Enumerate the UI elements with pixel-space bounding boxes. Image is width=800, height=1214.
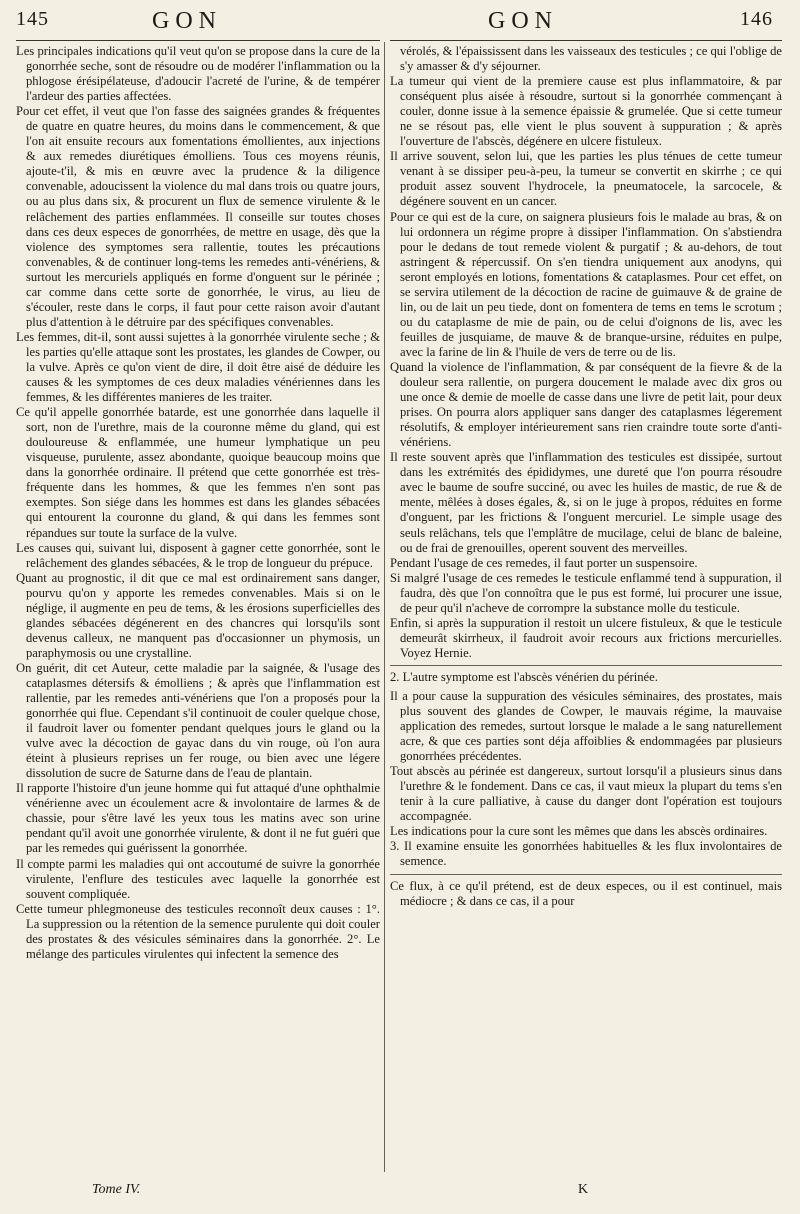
column-divider — [384, 42, 385, 1172]
paragraph: Pour ce qui est de la cure, on saignera plusieurs fois le malade au bras, & on lui ordonnera un régime propre à dissiper l'inflammation. On s'abstiendra pour le dedans de tout remede violent & purgatif ; & au-dehors, de tout astringent & répercussif. On s'en tiendra uniquement aux anodyns, qui seront employés en lotions, fomentations & cataplasmes. Pour cet effet, on se servira utilement de la décoction de racine de guimauve & de graine de lin, ou de lait un peu tiede, dont on fomentera de tems en tems le scrotum ; ou du cataplasme de mie de pain, ou de celui d'oignons de lis, avec les feuilles de jusquiame, de mauve & de branque-ursine, réduites en pulpe, avec la farine de lin & l'huile de vers de terre ou de lis. — [390, 209, 782, 359]
right-text-column — [390, 44, 782, 1172]
signature-mark: K — [578, 1182, 589, 1197]
paragraph: Quand la violence de l'inflammation, & par conséquent de la fievre & de la douleur sera rallentie, on purgera doucement le malade avec dix gros ou une once & demie de moelle de casse dans une livre de petit lait, pour deux prises. On pourra alors appliquer sans danger des cataplasmes légerement résolutifs, & employer intérieurement sans rien craindre toute sorte d'anti-vénériens. — [390, 359, 782, 450]
section-heading: 2. L'autre symptome est l'abscès vénérien du périnée. — [390, 665, 782, 685]
paragraph: Il compte parmi les maladies qui ont accoutumé de suivre la gonorrhée virulente, l'enflure des testicules avec laquelle la gonorrhée est souvent compliquée. — [16, 856, 380, 901]
right-page-number: 146 — [740, 8, 773, 30]
paragraph: On guérit, dit cet Auteur, cette maladie par la saignée, & l'usage des cataplasmes détersifs & émolliens ; & après que l'inflammation est rallentie, par les remedes anti-vénériens que l'on a proposés pour la gonorrhée qui flue. Cependant s'il continuoit de couler quelque chose, il faudroit laver ou fomenter pendant quelques jours le gland ou la vulve avec la décoction de gayac dans du vin rouge, où l'on aura éteint à plusieurs reprises un fer rouge, ou bien avec une légere dissolution de sucre de Saturne dans de l'eau de plantain. — [16, 660, 380, 781]
left-page-number: 145 — [16, 8, 49, 30]
paragraph: Ce flux, à ce qu'il prétend, est de deux especes, ou il est continuel, mais médiocre ; & dans ce cas, il a pour — [390, 874, 782, 909]
section-heading: 3. Il examine ensuite les gonorrhées habituelles & les flux involontaires de semence. — [390, 839, 782, 869]
paragraph: Pour cet effet, il veut que l'on fasse des saignées grandes & fréquentes de quatre en quatre heures, du moins dans le commencement, & que l'on ait ensuite recours aux fomentations émollientes, aux injections & aux remedes diurétiques émolliens. Tous ces moyens réunis, ajoute-t'il, & mis en œuvre avec la prudence & la diligence convenable, adoucissent la violence du mal dans trois ou quatre jours, ou au plus dans six, & procurent un flux de semence virulente & le relâchement des parties enflammées. Il conseille sur toutes choses dans ces deux especes de gonorrhées, de mettre en usage, dès que la violence des symptomes sera rallentie, toutes les précautions convenables, & de continuer long-tems les remedes anti-vénériens, & surtout les mercuriels appliqués en forme d'onguent sur le périnée ; car comme dans cette sorte de gonorrhée, le virus, au lieu de s'écouler, reste dans le corps, il faut pour cette raison avoir d'autant plus d'attention à le détruire par des spécifiques convenables. — [16, 104, 380, 329]
paragraph: Tout abscès au périnée est dangereux, surtout lorsqu'il a plusieurs sinus dans l'urethre & le fondement. Dans ce cas, il vaut mieux la plupart du tems s'en tenir à la cure palliative, à cause du danger dont l'opération est toujours accompagnée. — [390, 764, 782, 824]
paragraph: La tumeur qui vient de la premiere cause est plus inflammatoire, & par conséquent plus aisée à résoudre, surtout si la gonorrhée commençant à couler, donne issue à la semence épaissie & grumelée. Que si cette tumeur ne se résout pas, elle vient le plus souvent à suppuration ; & après l'ouverture de l'abscès, dégénere en ulcere fistuleux. — [390, 74, 782, 149]
paragraph: Les causes qui, suivant lui, disposent à gagner cette gonorrhée, sont le relâchement des glandes sébacées, & le trop de longueur du prépuce. — [16, 540, 380, 570]
left-header-rule — [16, 40, 380, 41]
paragraph: Les indications pour la cure sont les mêmes que dans les abscès ordinaires. — [390, 824, 768, 839]
paragraph: Enfin, si après la suppuration il restoit un ulcere fistuleux, & que le testicule demeurât skirrheux, il faudroit avoir recours aux frictions mercurielles. Voyez Hernie. — [390, 615, 782, 660]
left-text-column — [16, 44, 380, 1172]
paragraph: Il a pour cause la suppuration des vésicules séminaires, des prostates, mais plus souvent des glandes de Cowper, le mauvais régime, la mauvaise application des remedes, surtout lorsque le malade a le sang naturellement acre, & que ces parties sont déja affoiblies & endommagées par plusieurs gonorrhées précédentes. — [390, 688, 782, 764]
paragraph: Les principales indications qu'il veut qu'on se propose dans la cure de la gonorrhée seche, sont de résoudre ou de modérer l'inflammation ou la phlogose érésipélateuse, d'adoucir l'acreté de l'urine, & de tempérer l'ardeur des parties affectées. — [16, 44, 380, 104]
paragraph: Il arrive souvent, selon lui, que les parties les plus ténues de cette tumeur venant à se dissiper peu-à-peu, la tumeur se convertit en skirrhe ; ce qui produit assez souvent l'hydrocele, la pneumatocele, la sarcocele, & dégénere souvent en un cancer. — [390, 149, 782, 209]
paragraph: vérolés, & l'épaississent dans les vaisseaux des testicules ; ce qui l'oblige de s'y amasser & d'y séjourner. — [400, 44, 782, 74]
paragraph: Il reste souvent après que l'inflammation des testicules est dissipée, surtout dans les extrémités des épididymes, une dureté que l'on pourra résoudre avec le baume de soufre succiné, ou avec les huiles de mastic, de rue & de mente, mêlées à doses égales, &, si on le juge à propos, réduites en forme d'onguent, par les frictions & l'onguent mercuriel. Le simple usage des seuls relâchans, tels que l'emplâtre de mucilage, celui de blanc de baleine, ou de frai de grenouilles, operent souvent des merveilles. — [390, 450, 782, 555]
paragraph: Les femmes, dit-il, sont aussi sujettes à la gonorrhée virulente seche ; & les parties qu'elle attaque sont les prostates, les glandes de Cowper, ou la vulve. Après ce qu'on vient de dire, il doit être aisé de déduire les causes & les symptomes de ces deux maladies vénériennes dans les femmes, & les différentes manieres de les traiter. — [16, 329, 380, 405]
volume-footer: Tome IV. — [92, 1182, 141, 1197]
right-header-rule — [390, 40, 782, 41]
paragraph: Pendant l'usage de ces remedes, il faut porter un suspensoire. — [390, 555, 698, 570]
right-running-head: GON — [488, 8, 558, 34]
paragraph: Quant au prognostic, il dit que ce mal est ordinairement sans danger, pourvu qu'on y apporte les remedes convenables. Mais si on le néglige, il augmente en peu de tems, & les érosions superficielles des glandes sébacées dégénerent en des chancres qui lorsqu'ils sont devenus calleux, ne manquent pas d'occasionner un phymosis, un paraphymosis ou une crystalline. — [16, 570, 380, 660]
paragraph: Si malgré l'usage de ces remedes le testicule enflammé tend à suppuration, il faudra, dès que l'on connoîtra que le pus est formé, lui procurer une issue, de peur qu'il n'acheve de corrompre la substance molle du testicule. — [390, 570, 782, 615]
paragraph: Ce qu'il appelle gonorrhée batarde, est une gonorrhée dans laquelle il sort, non de l'urethre, mais de la couronne même du gland, qui est douloureuse & enflammée, une humeur lymphatique un peu visqueuse, purulente, assez abondante, quoique beaucoup moins que dans la gonorrhée ordinaire. Il prétend que cette gonorrhée est très-fréquente dans les hommes, & que les femmes n'en sont pas exemptes. Son siége dans les hommes est dans les glandes sébacées qui entourent la couronne du gland, & qui dans les femmes sont répandues sur toute la surface de la vulve. — [16, 405, 380, 540]
left-running-head: GON — [152, 8, 222, 34]
paragraph: Cette tumeur phlegmoneuse des testicules reconnoît deux causes : 1°. La suppression ou la rétention de la semence purulente qui doit couler des prostates & des vésicules séminaires dans la gonorrhée. 2°. Le mélange des particules virulentes qui infectent la semence des — [16, 901, 380, 961]
paragraph: Il rapporte l'histoire d'un jeune homme qui fut attaqué d'une ophthalmie vénérienne avec un écoulement acre & involontaire de larmes & de chassie, pour s'être lavé les yeux tous les matins avec son urine pendant qu'il avoit une gonorrhée virulente, & dont il ne fut guéri que par les remedes qui guérissent la gonorrhée. — [16, 781, 380, 856]
